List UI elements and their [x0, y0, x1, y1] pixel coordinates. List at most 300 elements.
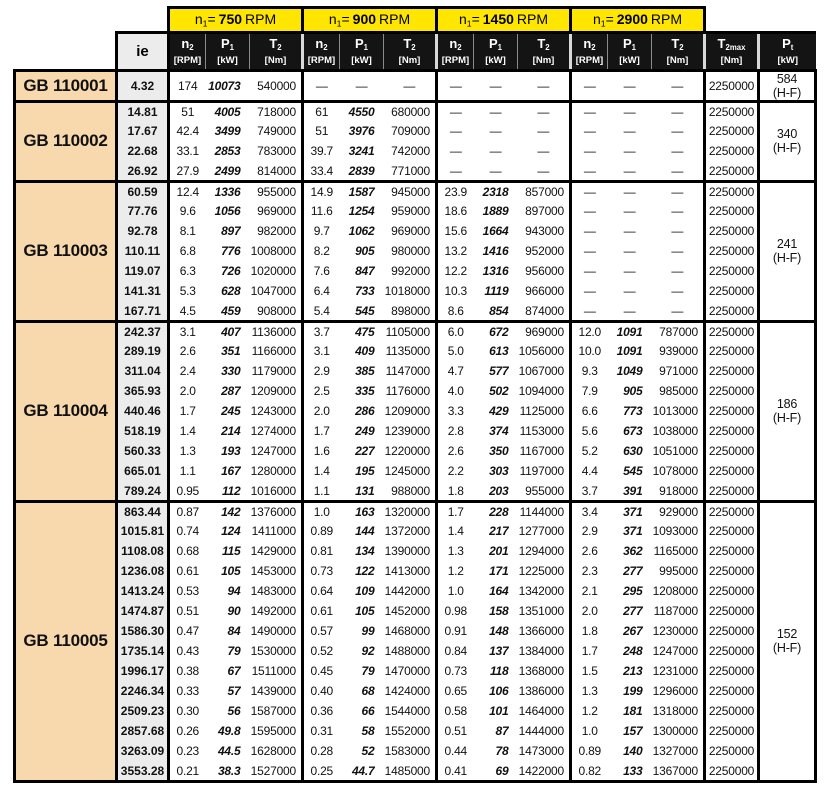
n2-cell: 2.6 [169, 341, 206, 361]
data-row [15, 421, 816, 441]
n2-cell: 3.7 [571, 481, 608, 501]
t2-cell: 969000 [525, 325, 564, 340]
n2-cell: 0.87 [169, 501, 206, 521]
pt-cell [759, 321, 816, 501]
n2-cell: 0.41 [437, 761, 474, 781]
n2-cell: 51 [303, 121, 340, 141]
n2-cell: — [437, 121, 474, 141]
n2-cell: — [571, 181, 608, 201]
t2-cell: 1208000 [652, 584, 698, 599]
ratio-cell: 311.04 [117, 361, 169, 381]
pt-header: $P_t$ [kW] [759, 33, 816, 71]
p1-cell: — [489, 105, 502, 120]
n2-cell: 42.4 [169, 121, 206, 141]
n2-cell: 2.1 [571, 581, 608, 601]
t2-cell: 939000 [659, 344, 698, 359]
p1-cell: 409 [355, 344, 375, 359]
t2-cell: 1094000 [518, 384, 564, 399]
p1-cell: — [623, 78, 636, 93]
t2-cell: 1424000 [384, 684, 430, 699]
p1-cell: 3976 [348, 124, 375, 139]
t2-cell: 749000 [257, 124, 296, 139]
t2-cell: 1135000 [385, 344, 430, 359]
t2-cell: — [671, 185, 684, 200]
t2max-cell: 2250000 [705, 321, 759, 341]
t2-cell: 1296000 [652, 684, 698, 699]
n2-cell: — [571, 281, 608, 301]
data-row [15, 541, 816, 561]
t2-cell: — [537, 163, 550, 178]
t2-cell: 982000 [257, 224, 296, 239]
n2-cell: 2.4 [169, 361, 206, 381]
p1-cell: 217 [489, 524, 509, 539]
p1-cell: 303 [489, 464, 509, 479]
p1-cell: 4550 [348, 105, 375, 120]
t2max-cell: 2250000 [705, 101, 759, 121]
data-row [15, 761, 816, 781]
n2-cell: 5.2 [571, 441, 608, 461]
p1-cell: 475 [355, 325, 375, 340]
n2-cell: 1.1 [169, 461, 206, 481]
t2-cell: 985000 [659, 384, 698, 399]
p1-cell: 105 [355, 604, 375, 619]
p1-cell: 277 [623, 604, 643, 619]
n2-cell: 2.2 [437, 461, 474, 481]
n2-cell: 6.6 [571, 401, 608, 421]
blank-above-model [15, 33, 117, 71]
p1-cell: — [623, 163, 636, 178]
p1-header-750: $P_1$ [kW] [206, 33, 250, 71]
data-row [15, 661, 816, 681]
p1-cell: 122 [355, 564, 375, 579]
t2-cell: 929000 [659, 505, 698, 520]
ratio-cell: 1996.17 [117, 661, 169, 681]
n2-cell: 1.5 [571, 661, 608, 681]
n2-cell: 2.3 [571, 561, 608, 581]
n2-cell: 0.38 [169, 661, 206, 681]
t2-cell: 1047000 [250, 284, 296, 299]
p1-cell: 1119 [484, 284, 509, 299]
column-header-row [15, 33, 816, 71]
p1-cell: 105 [221, 564, 241, 579]
n2-cell: — [571, 70, 608, 101]
t2-cell: 969000 [257, 204, 296, 219]
ratio-cell: 365.93 [117, 381, 169, 401]
t2max-cell: 2250000 [705, 241, 759, 261]
t2-cell: 1179000 [251, 364, 296, 379]
n2-cell: 3.3 [437, 401, 474, 421]
t2max-cell: 2250000 [705, 261, 759, 281]
t2-cell: 1136000 [251, 325, 296, 340]
n2-header-750: $n_2$ [RPM] [169, 33, 206, 71]
n2-cell: 1.8 [571, 621, 608, 641]
n2-cell: 0.51 [169, 601, 206, 621]
p1-cell: 371 [623, 505, 643, 520]
t2-cell: 1372000 [384, 524, 430, 539]
model-group-gb-110002 [15, 101, 816, 181]
t2-cell: 1294000 [518, 544, 564, 559]
p1-cell: 213 [623, 664, 643, 679]
p1-cell: 385 [355, 364, 375, 379]
n2-cell: 0.25 [303, 761, 340, 781]
n2-cell: 33.4 [303, 161, 340, 181]
t2-cell: 1468000 [384, 624, 430, 639]
t2-cell: 918000 [659, 483, 698, 498]
n2-cell: 5.4 [303, 301, 340, 321]
t2-cell: 814000 [257, 163, 296, 178]
t2-cell: 1320000 [384, 505, 430, 520]
t2-cell: 1439000 [250, 684, 296, 699]
n2-cell: 1.3 [437, 541, 474, 561]
t2-cell: 1366000 [518, 624, 564, 639]
t2-cell: 956000 [525, 264, 564, 279]
t2-cell: 952000 [525, 244, 564, 259]
p1-cell: 195 [355, 464, 375, 479]
n2-cell: 0.36 [303, 701, 340, 721]
t2-cell: 783000 [257, 144, 296, 159]
n2-cell: 0.68 [169, 541, 206, 561]
n2-cell: 9.6 [169, 201, 206, 221]
n2-cell: — [303, 70, 340, 101]
speed-group-header-1450: $n_1= 1450$ RPM [437, 8, 571, 33]
n2-cell: 1.0 [303, 501, 340, 521]
ratio-cell: 289.19 [117, 341, 169, 361]
t2-cell: — [671, 144, 684, 159]
p1-cell: 287 [221, 384, 241, 399]
n2-cell: 1.6 [303, 441, 340, 461]
model-group-gb-110003 [15, 181, 816, 321]
ratio-cell: 1586.30 [117, 621, 169, 641]
n2-cell: 0.89 [571, 741, 608, 761]
p1-cell: 38.3 [217, 763, 241, 778]
p1-cell: 502 [489, 384, 509, 399]
p1-cell: — [623, 144, 636, 159]
p1-cell: 214 [221, 424, 241, 439]
data-row [15, 361, 816, 381]
p1-cell: 101 [489, 704, 509, 719]
pt-note: (H-F) [772, 85, 802, 100]
t2-cell: 1239000 [384, 424, 430, 439]
p1-cell: 613 [489, 344, 509, 359]
ratio-cell: 665.01 [117, 461, 169, 481]
n2-cell: — [437, 70, 474, 101]
t2-cell: 718000 [257, 105, 296, 120]
n2-cell: 7.6 [303, 261, 340, 281]
p1-cell: 733 [355, 284, 375, 299]
n2-cell: 0.45 [303, 661, 340, 681]
t2-cell: 1093000 [652, 524, 698, 539]
t2-cell: 955000 [257, 185, 296, 200]
n2-cell: 51 [169, 101, 206, 121]
n2-cell: 1.3 [571, 681, 608, 701]
n2-cell: — [571, 201, 608, 221]
p1-cell: 158 [489, 604, 509, 619]
n2-cell: 2.0 [303, 401, 340, 421]
p1-cell: 58 [361, 724, 375, 739]
t2-cell: 1488000 [384, 644, 430, 659]
p1-cell: 1336 [214, 185, 241, 200]
n2-cell: 3.7 [303, 321, 340, 341]
t2-header-900: $T_2$ [Nm] [384, 33, 437, 71]
n2-cell: 1.0 [437, 581, 474, 601]
t2-cell: — [671, 105, 684, 120]
p1-cell: 330 [221, 364, 241, 379]
p1-cell: 112 [221, 483, 241, 498]
p1-cell: 140 [623, 744, 643, 759]
p1-cell: 115 [221, 544, 241, 559]
speed-group-header-750: $n_1= 750$ RPM [169, 8, 303, 33]
t2-cell: 1247000 [250, 444, 296, 459]
p1-cell: 391 [623, 483, 643, 498]
p1-cell: 1091 [616, 325, 643, 340]
n2-cell: — [571, 161, 608, 181]
p1-cell: — [489, 144, 502, 159]
n2-cell: 0.95 [169, 481, 206, 501]
t2max-cell: 2250000 [705, 501, 759, 521]
p1-cell: 577 [489, 364, 509, 379]
model-cell: GB 110004 [15, 321, 117, 501]
ratio-cell: 4.32 [117, 70, 169, 101]
t2-cell: 1552000 [384, 724, 430, 739]
p1-cell: 228 [489, 505, 509, 520]
p1-cell: 362 [623, 544, 643, 559]
t2-cell: 1527000 [250, 763, 296, 778]
p1-cell: 67 [227, 664, 241, 679]
n2-cell: 8.6 [437, 301, 474, 321]
t2-cell: 1051000 [652, 444, 698, 459]
p1-cell: 181 [623, 704, 643, 719]
t2max-cell: 2250000 [705, 441, 759, 461]
t2max-cell: 2250000 [705, 541, 759, 561]
n2-cell: 0.33 [169, 681, 206, 701]
data-row [15, 641, 816, 661]
p1-cell: 87 [495, 724, 509, 739]
t2max-cell: 2250000 [705, 181, 759, 201]
gearbox-ratings-table [13, 6, 817, 783]
p1-cell: — [489, 163, 502, 178]
data-row [15, 621, 816, 641]
p1-cell: 56 [227, 704, 241, 719]
t2-cell: 1038000 [652, 424, 698, 439]
p1-cell: 193 [221, 444, 241, 459]
n2-cell: — [571, 121, 608, 141]
t2max-cell: 2250000 [705, 361, 759, 381]
pt-value: 186 [776, 397, 798, 412]
n2-cell: 1.7 [303, 421, 340, 441]
data-row [15, 161, 816, 181]
n2-cell: 0.89 [303, 521, 340, 541]
p1-cell: 1587 [348, 185, 375, 200]
p1-cell: 164 [489, 584, 509, 599]
t2-cell: 1056000 [518, 344, 564, 359]
p1-cell: 295 [623, 584, 643, 599]
pt-cell [759, 501, 816, 781]
n2-cell: 2.6 [571, 541, 608, 561]
ratio-cell: 119.07 [117, 261, 169, 281]
n2-cell: 2.5 [303, 381, 340, 401]
t2-cell: 1411000 [251, 524, 296, 539]
n2-cell: — [571, 241, 608, 261]
t2-cell: — [671, 204, 684, 219]
p1-cell: — [355, 78, 368, 93]
p1-cell: 10073 [208, 78, 241, 93]
t2-cell: 1144000 [519, 505, 564, 520]
n2-cell: 10.0 [571, 341, 608, 361]
p1-cell: 99 [361, 624, 375, 639]
t2-cell: — [671, 124, 684, 139]
t2max-cell: 2250000 [705, 301, 759, 321]
p1-cell: 144 [355, 524, 375, 539]
p1-cell: 905 [355, 244, 375, 259]
n2-cell: 1.7 [437, 501, 474, 521]
n2-cell: 1.7 [571, 641, 608, 661]
t2-cell: 1125000 [519, 404, 564, 419]
pt-note: (H-F) [772, 411, 802, 426]
n2-cell: 1.4 [303, 461, 340, 481]
t2-cell: 1490000 [250, 624, 296, 639]
blank-corner [15, 8, 169, 33]
t2-cell: 874000 [525, 303, 564, 318]
p1-cell: 199 [623, 684, 643, 699]
n2-cell: 9.7 [303, 221, 340, 241]
pt-cell [759, 181, 816, 321]
p1-cell: 3499 [214, 124, 241, 139]
p1-cell: 44.5 [217, 744, 241, 759]
t2-cell: 1274000 [250, 424, 296, 439]
t2max-cell: 2250000 [705, 621, 759, 641]
p1-cell: 79 [227, 644, 241, 659]
ratio-cell: 242.37 [117, 321, 169, 341]
p1-cell: 277 [623, 564, 643, 579]
data-row [15, 261, 816, 281]
n2-cell: 6.8 [169, 241, 206, 261]
t2-cell: 1595000 [250, 724, 296, 739]
t2-cell: 1231000 [652, 664, 698, 679]
t2-cell: 1544000 [384, 704, 430, 719]
t2-cell: 969000 [391, 224, 430, 239]
p1-cell: 52 [361, 744, 375, 759]
p1-cell: 148 [489, 624, 509, 639]
n2-header-1450: $n_2$ [RPM] [437, 33, 474, 71]
t2-cell: 1511000 [251, 664, 296, 679]
n2-cell: 39.7 [303, 141, 340, 161]
t2-cell: 945000 [391, 185, 430, 200]
p1-cell: 134 [355, 544, 375, 559]
p1-cell: — [623, 264, 636, 279]
t2-cell: 1187000 [653, 604, 698, 619]
t2max-cell: 2250000 [705, 681, 759, 701]
data-row [15, 561, 816, 581]
model-cell: GB 110001 [15, 70, 117, 101]
t2-cell: 1342000 [518, 584, 564, 599]
p1-cell: 245 [221, 404, 241, 419]
t2-cell: 1452000 [384, 604, 430, 619]
p1-cell: 673 [623, 424, 643, 439]
n2-cell: 0.40 [303, 681, 340, 701]
p1-cell: 773 [623, 404, 643, 419]
speed-header-row [15, 8, 816, 33]
t2-cell: 1485000 [384, 763, 430, 778]
t2-cell: 1166000 [251, 344, 296, 359]
t2max-cell: 2250000 [705, 421, 759, 441]
t2-cell: 1368000 [518, 664, 564, 679]
t2-cell: 1153000 [519, 424, 564, 439]
p1-cell: 78 [495, 744, 509, 759]
n2-cell: 1.0 [571, 721, 608, 741]
data-row [15, 341, 816, 361]
t2-cell: 787000 [659, 325, 698, 340]
n2-cell: 1.4 [169, 421, 206, 441]
t2-cell: 980000 [391, 244, 430, 259]
t2max-cell: 2250000 [705, 221, 759, 241]
p1-cell: 84 [227, 624, 241, 639]
n2-cell: 1.1 [303, 481, 340, 501]
p1-cell: 1889 [482, 204, 509, 219]
p1-cell: 776 [221, 244, 241, 259]
n2-cell: 1.2 [437, 561, 474, 581]
t2-cell: 1390000 [384, 544, 430, 559]
n2-cell: 2.0 [571, 601, 608, 621]
data-row [15, 441, 816, 461]
p1-cell: — [623, 185, 636, 200]
t2-cell: 1386000 [518, 684, 564, 699]
n2-cell: 27.9 [169, 161, 206, 181]
data-row [15, 301, 816, 321]
t2max-cell: 2250000 [705, 201, 759, 221]
t2max-cell: 2250000 [705, 461, 759, 481]
t2-cell: 908000 [257, 303, 296, 318]
p1-cell: 267 [623, 624, 643, 639]
n2-cell: 14.9 [303, 181, 340, 201]
n2-cell: 0.98 [437, 601, 474, 621]
t2-header-2900: $T_2$ [Nm] [652, 33, 705, 71]
n2-cell: 0.47 [169, 621, 206, 641]
p1-cell: — [623, 244, 636, 259]
ratio-cell: 26.92 [117, 161, 169, 181]
n2-cell: 2.0 [169, 381, 206, 401]
t2-cell: 966000 [525, 284, 564, 299]
ratio-cell: 789.24 [117, 481, 169, 501]
t2-cell: — [671, 303, 684, 318]
p1-cell: 249 [355, 424, 375, 439]
t2-cell: 1176000 [385, 384, 430, 399]
p1-cell: 726 [221, 264, 241, 279]
p1-cell: — [489, 124, 502, 139]
p1-cell: 847 [355, 264, 375, 279]
n2-cell: 6.0 [437, 321, 474, 341]
p1-header-2900: $P_1$ [kW] [608, 33, 652, 71]
p1-cell: — [623, 105, 636, 120]
n2-cell: 0.64 [303, 581, 340, 601]
p1-cell: 2499 [214, 163, 241, 178]
n2-cell: 3.1 [169, 321, 206, 341]
t2max-cell: 2250000 [705, 761, 759, 781]
t2-cell: 1243000 [250, 404, 296, 419]
n2-cell: 0.91 [437, 621, 474, 641]
t2-cell: — [537, 144, 550, 159]
p1-cell: 1056 [214, 204, 241, 219]
pt-value: 584 [776, 71, 798, 86]
p1-cell: — [623, 303, 636, 318]
p1-cell: 92 [361, 644, 375, 659]
ratio-cell: 92.78 [117, 221, 169, 241]
t2-cell: 955000 [525, 483, 564, 498]
ratio-cell: 1474.87 [117, 601, 169, 621]
t2max-cell: 2250000 [705, 741, 759, 761]
p1-cell: 429 [489, 404, 509, 419]
ratio-cell: 22.68 [117, 141, 169, 161]
p1-cell: 545 [623, 464, 643, 479]
